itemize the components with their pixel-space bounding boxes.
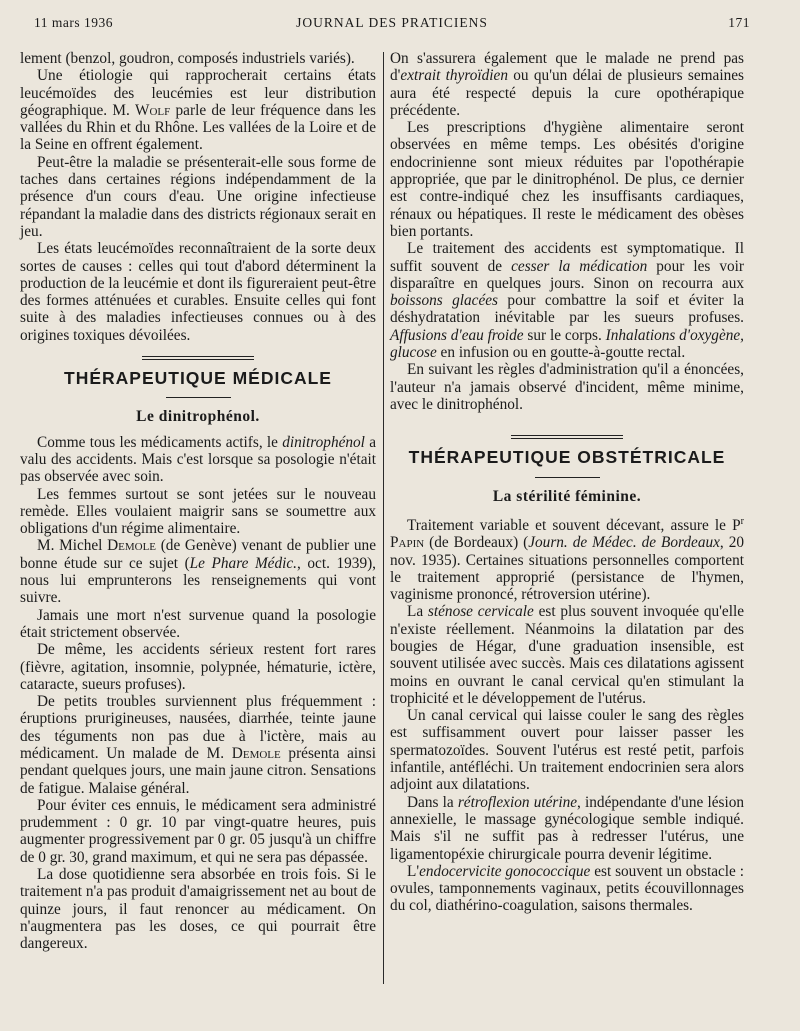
text-run: Jamais une mort n'est survenue quand la posologie était strictement observée. bbox=[20, 606, 376, 641]
issue-date: 11 mars 1936 bbox=[34, 15, 113, 30]
text-run: , oct. 1939), nous lui emprunterons les renseignements qui vont suivre. bbox=[20, 554, 377, 607]
section-title-medical: THÉRAPEUTIQUE MÉDICALE bbox=[64, 368, 332, 389]
text-run: Comme tous les médicaments actifs, le bbox=[37, 433, 283, 451]
text-run: L' bbox=[407, 862, 420, 880]
text-run: ou qu'un délai de plusieurs semaines aura été respecté depuis la cure opothérapique précédente. bbox=[390, 67, 744, 119]
italic-text: Le Phare Médic. bbox=[189, 554, 297, 572]
italic-text: rétroflexion utérine bbox=[457, 793, 578, 811]
right-column bbox=[390, 50, 744, 915]
journal-title: JOURNAL DES PRATICIENS bbox=[296, 15, 488, 30]
text-run: (de Bordeaux) ( bbox=[424, 534, 529, 552]
paragraph bbox=[390, 794, 744, 863]
paragraph bbox=[20, 693, 376, 797]
italic-text: dinitrophénol bbox=[282, 433, 365, 451]
paragraph bbox=[390, 50, 744, 119]
text-run: Une étiologie qui rapprocherait certains états leucémoïdes des leucémies est leur distribution géographique. M. bbox=[20, 67, 376, 119]
text-run: Peut-être la maladie se présenterait-elle sous forme de taches dans certaines régions indépendamment de la présence d'un cours d'eau. Une origine infectieuse répandant la maladie dans des districts régionaux serait en jeu. bbox=[20, 153, 376, 240]
text-run: parle de leur fréquence dans les vallées du Rhin et du Rhône. Les vallées de la Loire et de la Seine en offrent également. bbox=[20, 101, 376, 154]
italic-text: boissons glacées bbox=[390, 292, 498, 310]
author-name: Demole bbox=[231, 744, 281, 762]
subsection-title-sterilite: La stérilité féminine. bbox=[492, 487, 642, 505]
text-run: Traitement variable et souvent décevant, assure le P bbox=[407, 516, 741, 534]
paragraph bbox=[390, 119, 744, 240]
title-rule bbox=[535, 477, 600, 478]
text-run: Dans la bbox=[407, 793, 458, 811]
text-run: En suivant les règles d'administration qu'il a énoncées, l'auteur n'a jamais observé d'incident, même minime, avec le dinitrophénol. bbox=[390, 361, 744, 413]
left-column bbox=[20, 50, 376, 953]
text-run: Les prescriptions d'hygiène alimentaire seront observées en même temps. Les obésités d'origine endocrinienne sont mieux réduites par l'opothérapie appropriée, que par le dinitrophénol. De plus, ce dernier est contre-indiqué chez les insuffisants cardiaques, rénaux ou hépatiques. Il reste le médicament des obèses bien portants. bbox=[390, 119, 744, 240]
text-run: Les femmes surtout se sont jetées sur le nouveau remède. Elles voulaient maigrir sans se soumettre aux obligations d'un régime alimentaire. bbox=[20, 485, 376, 538]
right-body bbox=[390, 513, 744, 915]
text-run: sur le corps. bbox=[523, 326, 606, 344]
italic-text: endocervicite gonococcique bbox=[419, 862, 591, 880]
subsection-title-dinitrophenol: Le dinitrophénol. bbox=[136, 408, 260, 426]
left-body bbox=[20, 434, 376, 953]
paragraph bbox=[20, 537, 376, 606]
paragraph bbox=[390, 361, 744, 413]
text-run: Pour éviter ces ennuis, le médicament sera administré prudemment : 0 gr. 10 par vingt-quatre heures, puis augmenter progressivement par 0 gr. 05 jusqu'à un chiffre de 0 gr. 30, grand maximum, et qui ne sera pas dépassée. bbox=[20, 796, 376, 866]
paragraph bbox=[20, 797, 376, 866]
text-run: a valu des accidents. Mais c'est lorsque sa posologie n'était pas observée avec soin. bbox=[20, 433, 376, 486]
paragraph bbox=[390, 240, 744, 361]
text-run: est souvent un obstacle : ovules, tamponnements vaginaux, petits écouvillonnages du col, diathérino-coagulation, saisons thermales. bbox=[390, 862, 744, 915]
author-name: Demole bbox=[107, 537, 157, 555]
text-run: (de Genève) venant de publier une bonne étude sur ce sujet ( bbox=[20, 537, 376, 572]
section-divider bbox=[511, 435, 623, 439]
italic-text: extrait thyroïdien bbox=[400, 67, 508, 85]
page-number: 171 bbox=[728, 15, 750, 30]
paragraph bbox=[20, 486, 376, 538]
paragraph bbox=[390, 603, 744, 707]
author-name: Papin bbox=[390, 534, 425, 552]
italic-text: cesser la médication bbox=[511, 257, 648, 275]
paragraph bbox=[390, 707, 744, 793]
text-run: On s'assurera également que le malade ne prend pas d' bbox=[390, 50, 744, 85]
author-name: Wolf bbox=[135, 101, 171, 119]
text-run: , 20 nov. 1935). Certaines situations personnelles comportent le traitement approprié (persistance de l'hymen, vaginisme prononcé, rétroversion utérine). bbox=[390, 534, 744, 604]
text-run: , indépendante d'une lésion annexielle, le massage gynécologique semble indiqué. Mais s'il ne suffit pas à redresser l'utérus, une ligamentopéxie chirurgicale pourra devenir légitime. bbox=[390, 793, 744, 863]
text-run: est plus souvent invoquée qu'elle n'existe réellement. Néanmoins la dilatation par des bougies de Hégar, d'une graduation insensible, est souvent utilisée avec succès. Mais ces dilatations agissent moins en ouvrant le canal cervical qu'en stimulant la trophicité et le développement de l'utérus. bbox=[390, 603, 744, 707]
text-run: M. Michel bbox=[37, 537, 108, 555]
running-header bbox=[22, 15, 762, 37]
paragraph bbox=[20, 67, 376, 153]
italic-text: Inhalations d'oxygène, glucose bbox=[390, 326, 744, 362]
paragraph bbox=[390, 863, 744, 915]
section-title-obstetric: THÉRAPEUTIQUE OBSTÉTRICALE bbox=[408, 447, 726, 468]
text-run: La bbox=[407, 603, 428, 621]
paragraph bbox=[20, 607, 376, 642]
italic-text: sténose cervicale bbox=[427, 603, 534, 621]
column-divider bbox=[383, 52, 384, 984]
text-run: Le traitement des accidents est symptomatique. Il suffit souvent de bbox=[390, 240, 744, 275]
text-run: La dose quotidienne sera absorbée en trois fois. Si le traitement n'a pas produit d'amaigrissement net au bout de quinze jours, il faut renoncer au médicament. On n'augmentera pas les doses, ce qui pourrait être dangereux. bbox=[20, 866, 376, 953]
paragraph bbox=[20, 50, 376, 67]
right-intro bbox=[390, 50, 744, 413]
paragraph bbox=[20, 866, 376, 952]
text-run: De petits troubles surviennent plus fréquemment : éruptions prurigineuses, nausées, diarrhée, teinte jaune des téguments non pas due à l'ictère, mais au médicament. Un malade de M. bbox=[20, 693, 376, 762]
text-run: Un canal cervical qui laisse couler le sang des règles est suffisamment ouvert pour laisser passer les spermatozoïdes. Souvent l'utérus est resté petit, parfois infantile, antéfléchi. Un traitement endocrinien sera alors adjoint aux dilatations. bbox=[390, 707, 744, 794]
text-run: pour combattre la soif et éviter la déshydratation inévitable par les sueurs profuses. bbox=[390, 292, 744, 327]
text-run: présenta ainsi pendant quelques jours, une main jaune citron. Sensations de fatigue. Malaise général. bbox=[20, 744, 376, 797]
text-run: lement (benzol, goudron, composés industriels variés). bbox=[20, 50, 355, 67]
italic-text: Journ. de Médec. de Bordeaux bbox=[528, 534, 720, 552]
paragraph bbox=[390, 513, 744, 604]
text-run: pour les voir disparaître en quelques jours. Sinon on recourra aux bbox=[390, 257, 744, 292]
text-run: Les états leucémoïdes reconnaîtraient de la sorte deux sortes de causes : celles qui tout d'abord déterminent la production de la leucémie et dont ils figureraient peut-être des formes atténuées et curables. Ensuite celles qui font suite à des maladies infectieuses connues ou à des origines toxiques dévoilées. bbox=[20, 240, 376, 344]
paragraph bbox=[20, 641, 376, 693]
text-run: r bbox=[740, 515, 744, 527]
left-intro bbox=[20, 50, 376, 344]
paragraph bbox=[20, 154, 376, 240]
italic-text: Affusions d'eau froide bbox=[390, 326, 524, 344]
section-divider bbox=[142, 356, 254, 360]
title-rule bbox=[166, 397, 231, 398]
text-run: De même, les accidents sérieux restent fort rares (fièvre, agitation, insomnie, polypnée, hématurie, ictère, cataracte, sueurs profuses). bbox=[20, 641, 376, 693]
paragraph bbox=[20, 240, 376, 344]
paragraph bbox=[20, 434, 376, 486]
text-run: en infusion ou en goutte-à-goutte rectal. bbox=[436, 344, 686, 362]
